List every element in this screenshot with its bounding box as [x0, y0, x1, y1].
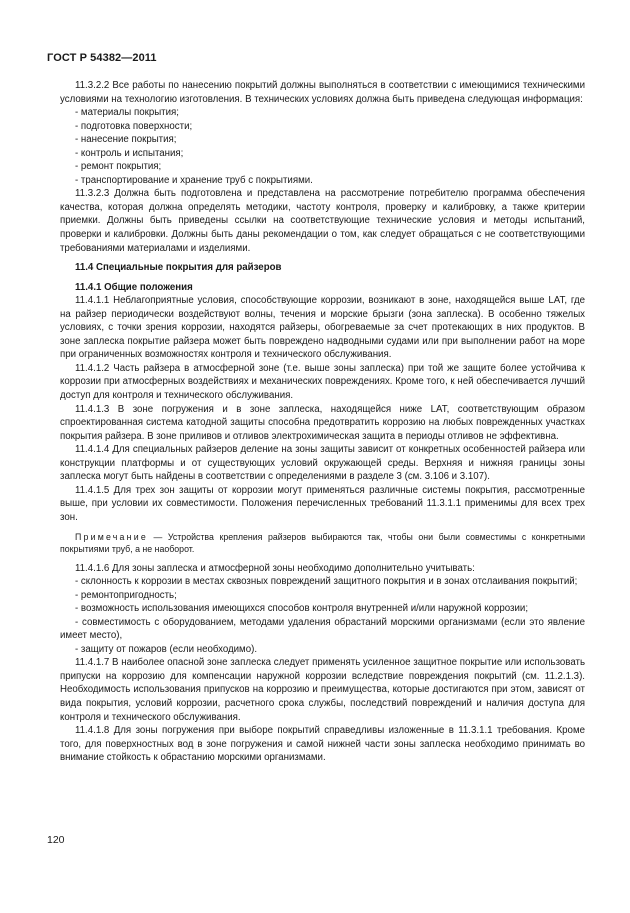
paragraph-11-4-1-1: 11.4.1.1 Неблагоприятные условия, способствующие коррозии, возникают в зоне, находящейся выше LAT, где на райзер периодически воздействуют волны, течения и морские брызги (зона заплеска). В особенно тяжелых условиях, с точки зрения коррозии, находятся райзеры, обогреваемые за счет протекающих в них продуктов. В зоне заплеска покрытие райзера может быть повреждено надводными судами или при выполнении работ на море при ограниченных возможностях контроля и технического обслуживания.	[60, 295, 585, 361]
paragraph-11-4-1-8: 11.4.1.8 Для зоны погружения при выборе покрытий справедливы изложенные в 11.3.1.1 требования. Кроме того, для поверхностных вод в зоне погружения и самой нижней части зоны заплеска необходимо принимать во внимание стойкость к обрастанию морскими организмами.	[60, 725, 585, 764]
paragraph-11-4-1-5: 11.4.1.5 Для трех зон защиты от коррозии могут применяться различные системы покрытия, рассмотренные выше, при условии их совместимости. Положения перечисленных требований 11.3.1.1 применимы для всех трех зон.	[60, 484, 585, 523]
note-label: Примечание	[75, 531, 148, 542]
paragraph-11-4-1-7: 11.4.1.7 В наиболее опасной зоне заплеска следует применять усиленное защитное покрытие или использовать припуски на коррозию для компенсации наружной коррозии вследствие повреждения покрытий (см. 11.2.1.3). Необходимость использования припусков на коррозию и преимущества, которые достигаются при этом, зависят от вида покрытия, условий коррозии, расчетного срока службы, последствий повреждений и наличия доступа для контроля и технического обслуживания.	[60, 657, 585, 723]
list-item: - ремонт покрытия;	[75, 161, 162, 173]
page-number: 120	[47, 834, 65, 846]
document-header: ГОСТ Р 54382—2011	[47, 52, 157, 64]
paragraph-11-4-1-4: 11.4.1.4 Для специальных райзеров деление на зоны защиты зависит от конкретных особенностей райзера или конструкции платформы и от существующих условий окружающей среды. Верхняя и нижняя границы зоны заплеска могут быть найдены в соответствии с определениями в разделе 3 (см. 3.106 и 3.107).	[60, 444, 585, 483]
paragraph-11-4-1-3: 11.4.1.3 В зоне погружения и в зоне заплеска, находящейся ниже LAT, соответствующим образом спроектированная система катодной защиты способна предотвратить коррозию на любых поврежденных участках покрытия райзера. В зоне приливов и отливов электрохимическая защита в периоды отливов не эффективна.	[60, 403, 585, 442]
list-item: - ремонтопригодность;	[75, 589, 177, 601]
document-body	[60, 79, 585, 765]
paragraph-11-4-1-6: 11.4.1.6 Для зоны заплеска и атмосферной зоны необходимо дополнительно учитывать:	[75, 562, 475, 574]
list-item: - совместимость с оборудованием, методами удаления обрастаний морскими организмами (если это явление имеет место),	[60, 616, 585, 642]
note	[60, 531, 585, 556]
list-item: - нанесение покрытия;	[75, 134, 177, 146]
list-item: - контроль и испытания;	[75, 147, 184, 159]
paragraph-11-4-1-2: 11.4.1.2 Часть райзера в атмосферной зоне (т.е. выше зоны заплеска) при той же защите более устойчива к коррозии при атмосферных воздействиях и механических повреждениях. Кроме того, к ней обеспечивается лучший доступ для контроля и технического обслуживания.	[60, 362, 585, 402]
list-item: - материалы покрытия;	[75, 107, 179, 119]
list-item: - подготовка поверхности;	[75, 120, 193, 132]
note-text: — Устройства крепления райзеров выбираются так, чтобы они были совместимы с конкретными покрытиями труб, а не наоборот.	[60, 531, 585, 554]
paragraph-11-3-2-3: 11.3.2.3 Должна быть подготовлена и представлена на рассмотрение потребителю программа обеспечения качества, которая должна определять методики, частоту контроля, проверку и калибровку, а также критерии приемки. Должны быть приведены ссылки на соответствующие технические условия и методы испытаний, проверки и калибровки. Должны быть даны рекомендации о том, как следует обращаться с не соответствующими требованиями материалами и изделиями.	[60, 188, 585, 254]
list-item: - возможность использования имеющихся способов контроля внутренней и/или наружной коррозии;	[75, 603, 529, 615]
list-item: - склонность к коррозии в местах сквозных повреждений защитного покрытия и в зонах отслаивания покрытий;	[75, 576, 578, 588]
list-item: - защиту от пожаров (если необходимо).	[75, 643, 258, 655]
section-heading-11-4: 11.4 Специальные покрытия для райзеров	[75, 262, 282, 274]
list-item: - транспортирование и хранение труб с покрытиями.	[75, 174, 313, 186]
subsection-heading-11-4-1: 11.4.1 Общие положения	[75, 281, 193, 293]
paragraph-11-3-2-2: 11.3.2.2 Все работы по нанесению покрытий должны выполняться в соответствии с имеющимися техническими условиями на технологию изготовления. В технических условиях должна быть приведена следующая информация:	[60, 80, 585, 105]
